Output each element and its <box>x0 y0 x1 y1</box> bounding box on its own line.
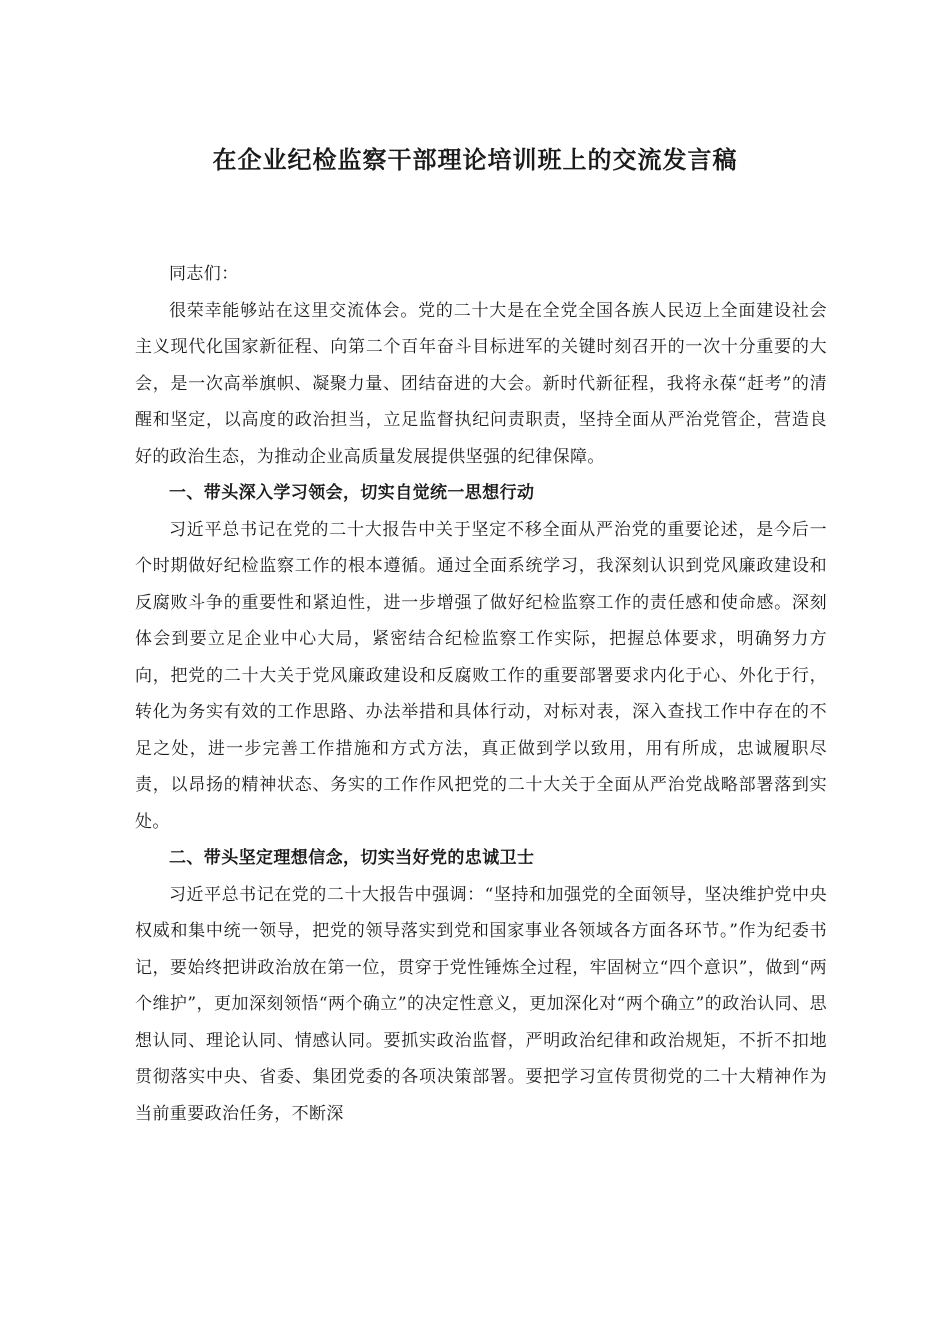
document-body <box>135 256 827 1132</box>
section-heading-1: 一、带头深入学习领会，切实自觉统一思想行动 <box>169 483 535 503</box>
section-paragraph-2: 习近平总书记在党的二十大报告中强调：“坚持和加强党的全面领导，坚决维护党中央权威和集中统一领导，把党的领导落实到党和国家事业各领域各方面各环节。”作为纪委书记，要始终把讲政治放在第一位，贯穿于党性锤炼全过程，牢固树立“四个意识”，做到“两个维护”，更加深刻领悟“两个确立”的决定性意义，更加深化对“两个确立”的政治认同、思想认同、理论认同、情感认同。要抓实政治监督，严明政治纪律和政治规矩，不折不扣地贯彻落实中央、省委、集团党委的各项决策部署。要把学习宣传贯彻党的二十大精神作为当前重要政治任务，不断深 <box>135 884 827 1124</box>
intro-paragraph: 很荣幸能够站在这里交流体会。党的二十大是在全党全国各族人民迈上全面建设社会主义现代化国家新征程、向第二个百年奋斗目标进军的关键时刻召开的一次十分重要的大会，是一次高举旗帜、凝聚力量、团结奋进的大会。新时代新征程，我将永葆“赶考”的清醒和坚定，以高度的政治担当，立足监督执纪问责职责，坚持全面从严治党管企，营造良好的政治生态，为推动企业高质量发展提供坚强的纪律保障。 <box>135 300 827 467</box>
document-title: 在企业纪检监察干部理论培训班上的交流发言稿 <box>212 145 738 174</box>
greeting: 同志们： <box>169 264 239 284</box>
section-heading-2: 二、带头坚定理想信念，切实当好党的忠诚卫士 <box>169 848 535 868</box>
section-paragraph-1: 习近平总书记在党的二十大报告中关于坚定不移全面从严治党的重要论述，是今后一个时期做好纪检监察工作的根本遵循。通过全面系统学习，我深刻认识到党风廉政建设和反腐败斗争的重要性和紧迫性，进一步增强了做好纪检监察工作的责任感和使命感。深刻体会到要立足企业中心大局，紧密结合纪检监察工作实际，把握总体要求，明确努力方向，把党的二十大关于党风廉政建设和反腐败工作的重要部署要求内化于心、外化于行，转化为务实有效的工作思路、办法举措和具体行动，对标对表，深入查找工作中存在的不足之处，进一步完善工作措施和方式方法，真正做到学以致用，用有所成，忠诚履职尽责，以昂扬的精神状态、务实的工作作风把党的二十大关于全面从严治党战略部署落到实处。 <box>135 519 827 832</box>
